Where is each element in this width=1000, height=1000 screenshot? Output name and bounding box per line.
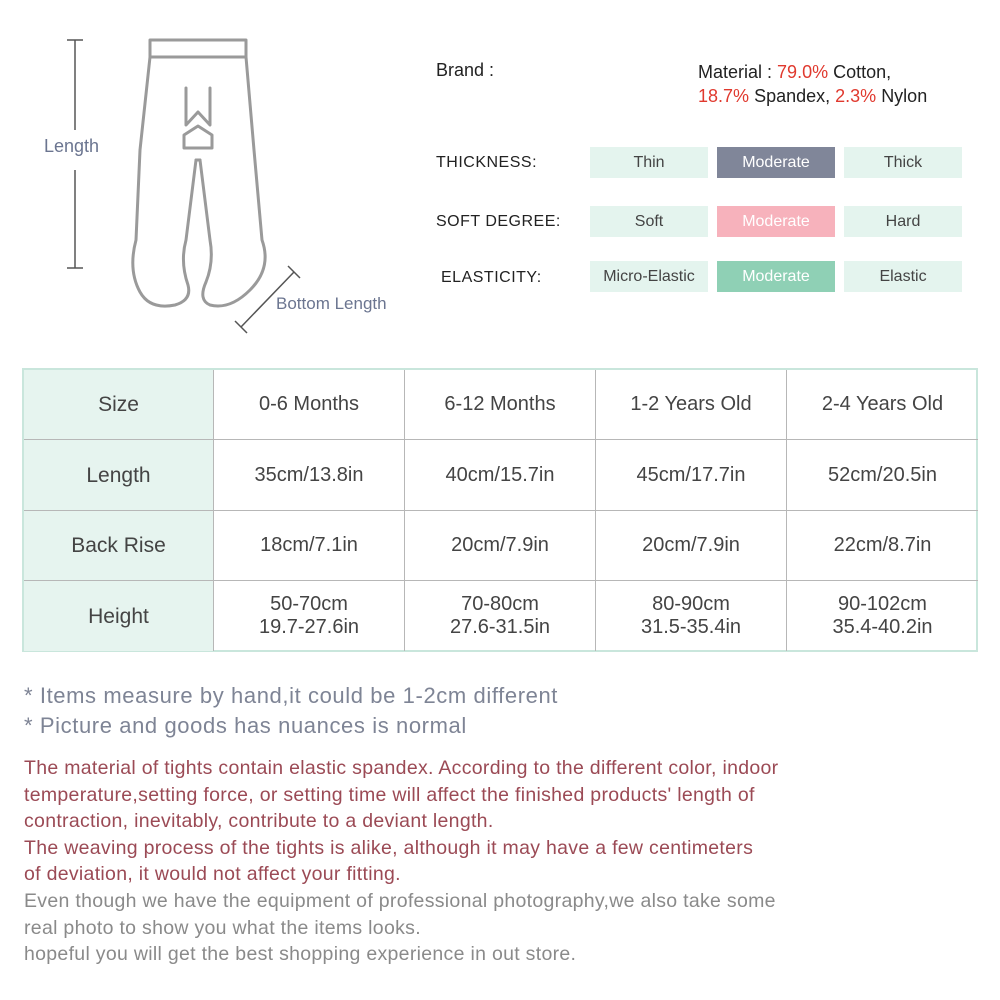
soft-option-hard: Hard: [844, 206, 962, 237]
size-table: [22, 368, 978, 652]
table-header-col: 0-6 Months: [214, 370, 405, 440]
soft-degree-label: SOFT DEGREE:: [436, 213, 561, 230]
table-header-col: 2-4 Years Old: [787, 370, 978, 440]
elasticity-label: ELASTICITY:: [441, 269, 542, 286]
soft-option-soft: Soft: [590, 206, 708, 237]
spandex-percent: 18.7%: [698, 86, 750, 106]
material-info: [698, 60, 927, 108]
height-cm: 50-70cm: [270, 593, 348, 615]
spandex-text: Spandex,: [754, 86, 831, 106]
height-in: 31.5-35.4in: [640, 616, 742, 638]
cotton-percent: 79.0%: [777, 62, 829, 82]
height-cm: 90-102cm: [838, 593, 927, 615]
table-cell: 52cm/20.5in: [787, 440, 978, 511]
nylon-text: Nylon: [881, 86, 928, 106]
row-label-back-rise: Back Rise: [24, 511, 214, 581]
table-cell: 20cm/7.9in: [596, 511, 787, 581]
height-cm: 70-80cm: [461, 593, 539, 615]
height-in: 35.4-40.2in: [832, 616, 933, 638]
thickness-option-thick: Thick: [844, 147, 962, 178]
material-line-1: [698, 60, 927, 84]
thickness-label: THICKNESS:: [436, 154, 538, 171]
paragraph-line: The weaving process of the tights is alike, although it may have a few centimeters: [24, 836, 754, 859]
length-label: Length: [44, 136, 100, 156]
thickness-option-thin: Thin: [590, 147, 708, 178]
table-cell: 45cm/17.7in: [596, 440, 787, 511]
paragraph-material: [24, 755, 984, 888]
material-label: Material :: [698, 62, 773, 82]
table-cell: 20cm/7.9in: [405, 511, 596, 581]
height-in: 19.7-27.6in: [258, 616, 360, 638]
height-cm: 80-90cm: [652, 593, 730, 615]
thickness-option-moderate: Moderate: [717, 147, 835, 178]
row-label-length: Length: [24, 440, 214, 511]
elasticity-option-elastic: Elastic: [844, 261, 962, 292]
table-cell: 40cm/15.7in: [405, 440, 596, 511]
nylon-percent: 2.3%: [835, 86, 877, 106]
cotton-text: Cotton,: [833, 62, 892, 82]
note-measure: * Items measure by hand,it could be 1-2cm different: [24, 683, 559, 708]
height-in: 27.6-31.5in: [449, 616, 551, 638]
table-cell: 18cm/7.1in: [214, 511, 405, 581]
bottom-length-label: Bottom Length: [276, 294, 387, 313]
paragraph-line: Even though we have the equipment of professional photography,we also take some: [24, 890, 776, 912]
elasticity-option-moderate: Moderate: [717, 261, 835, 292]
table-cell: 22cm/8.7in: [787, 511, 978, 581]
brand-label: Brand :: [436, 60, 495, 80]
paragraph-line: real photo to show you what the items looks.: [24, 916, 421, 939]
table-header-col: 1-2 Years Old: [596, 370, 787, 440]
paragraph-photography: [24, 888, 984, 968]
table-cell: 35cm/13.8in: [214, 440, 405, 511]
paragraph-line: The material of tights contain elastic spandex. According to the different color, indoor: [24, 757, 779, 779]
paragraph-line: hopeful you will get the best shopping experience in out store.: [24, 943, 577, 965]
soft-option-moderate: Moderate: [717, 206, 835, 237]
row-label-height: Height: [24, 581, 214, 651]
table-cell: [405, 581, 596, 651]
table-header-size: Size: [24, 370, 214, 440]
table-header-col: 6-12 Months: [405, 370, 596, 440]
table-cell: [787, 581, 978, 651]
material-line-2: [698, 84, 927, 108]
note-nuances: * Picture and goods has nuances is normal: [24, 713, 467, 738]
table-cell: [214, 581, 405, 651]
elasticity-option-micro: Micro-Elastic: [590, 261, 708, 292]
paragraph-line: of deviation, it would not affect your fitting.: [24, 863, 401, 885]
table-cell: [596, 581, 787, 651]
paragraph-line: temperature,setting force, or setting time will affect the finished products' length of: [24, 783, 755, 806]
paragraph-line: contraction, inevitably, contribute to a deviant length.: [24, 810, 494, 832]
